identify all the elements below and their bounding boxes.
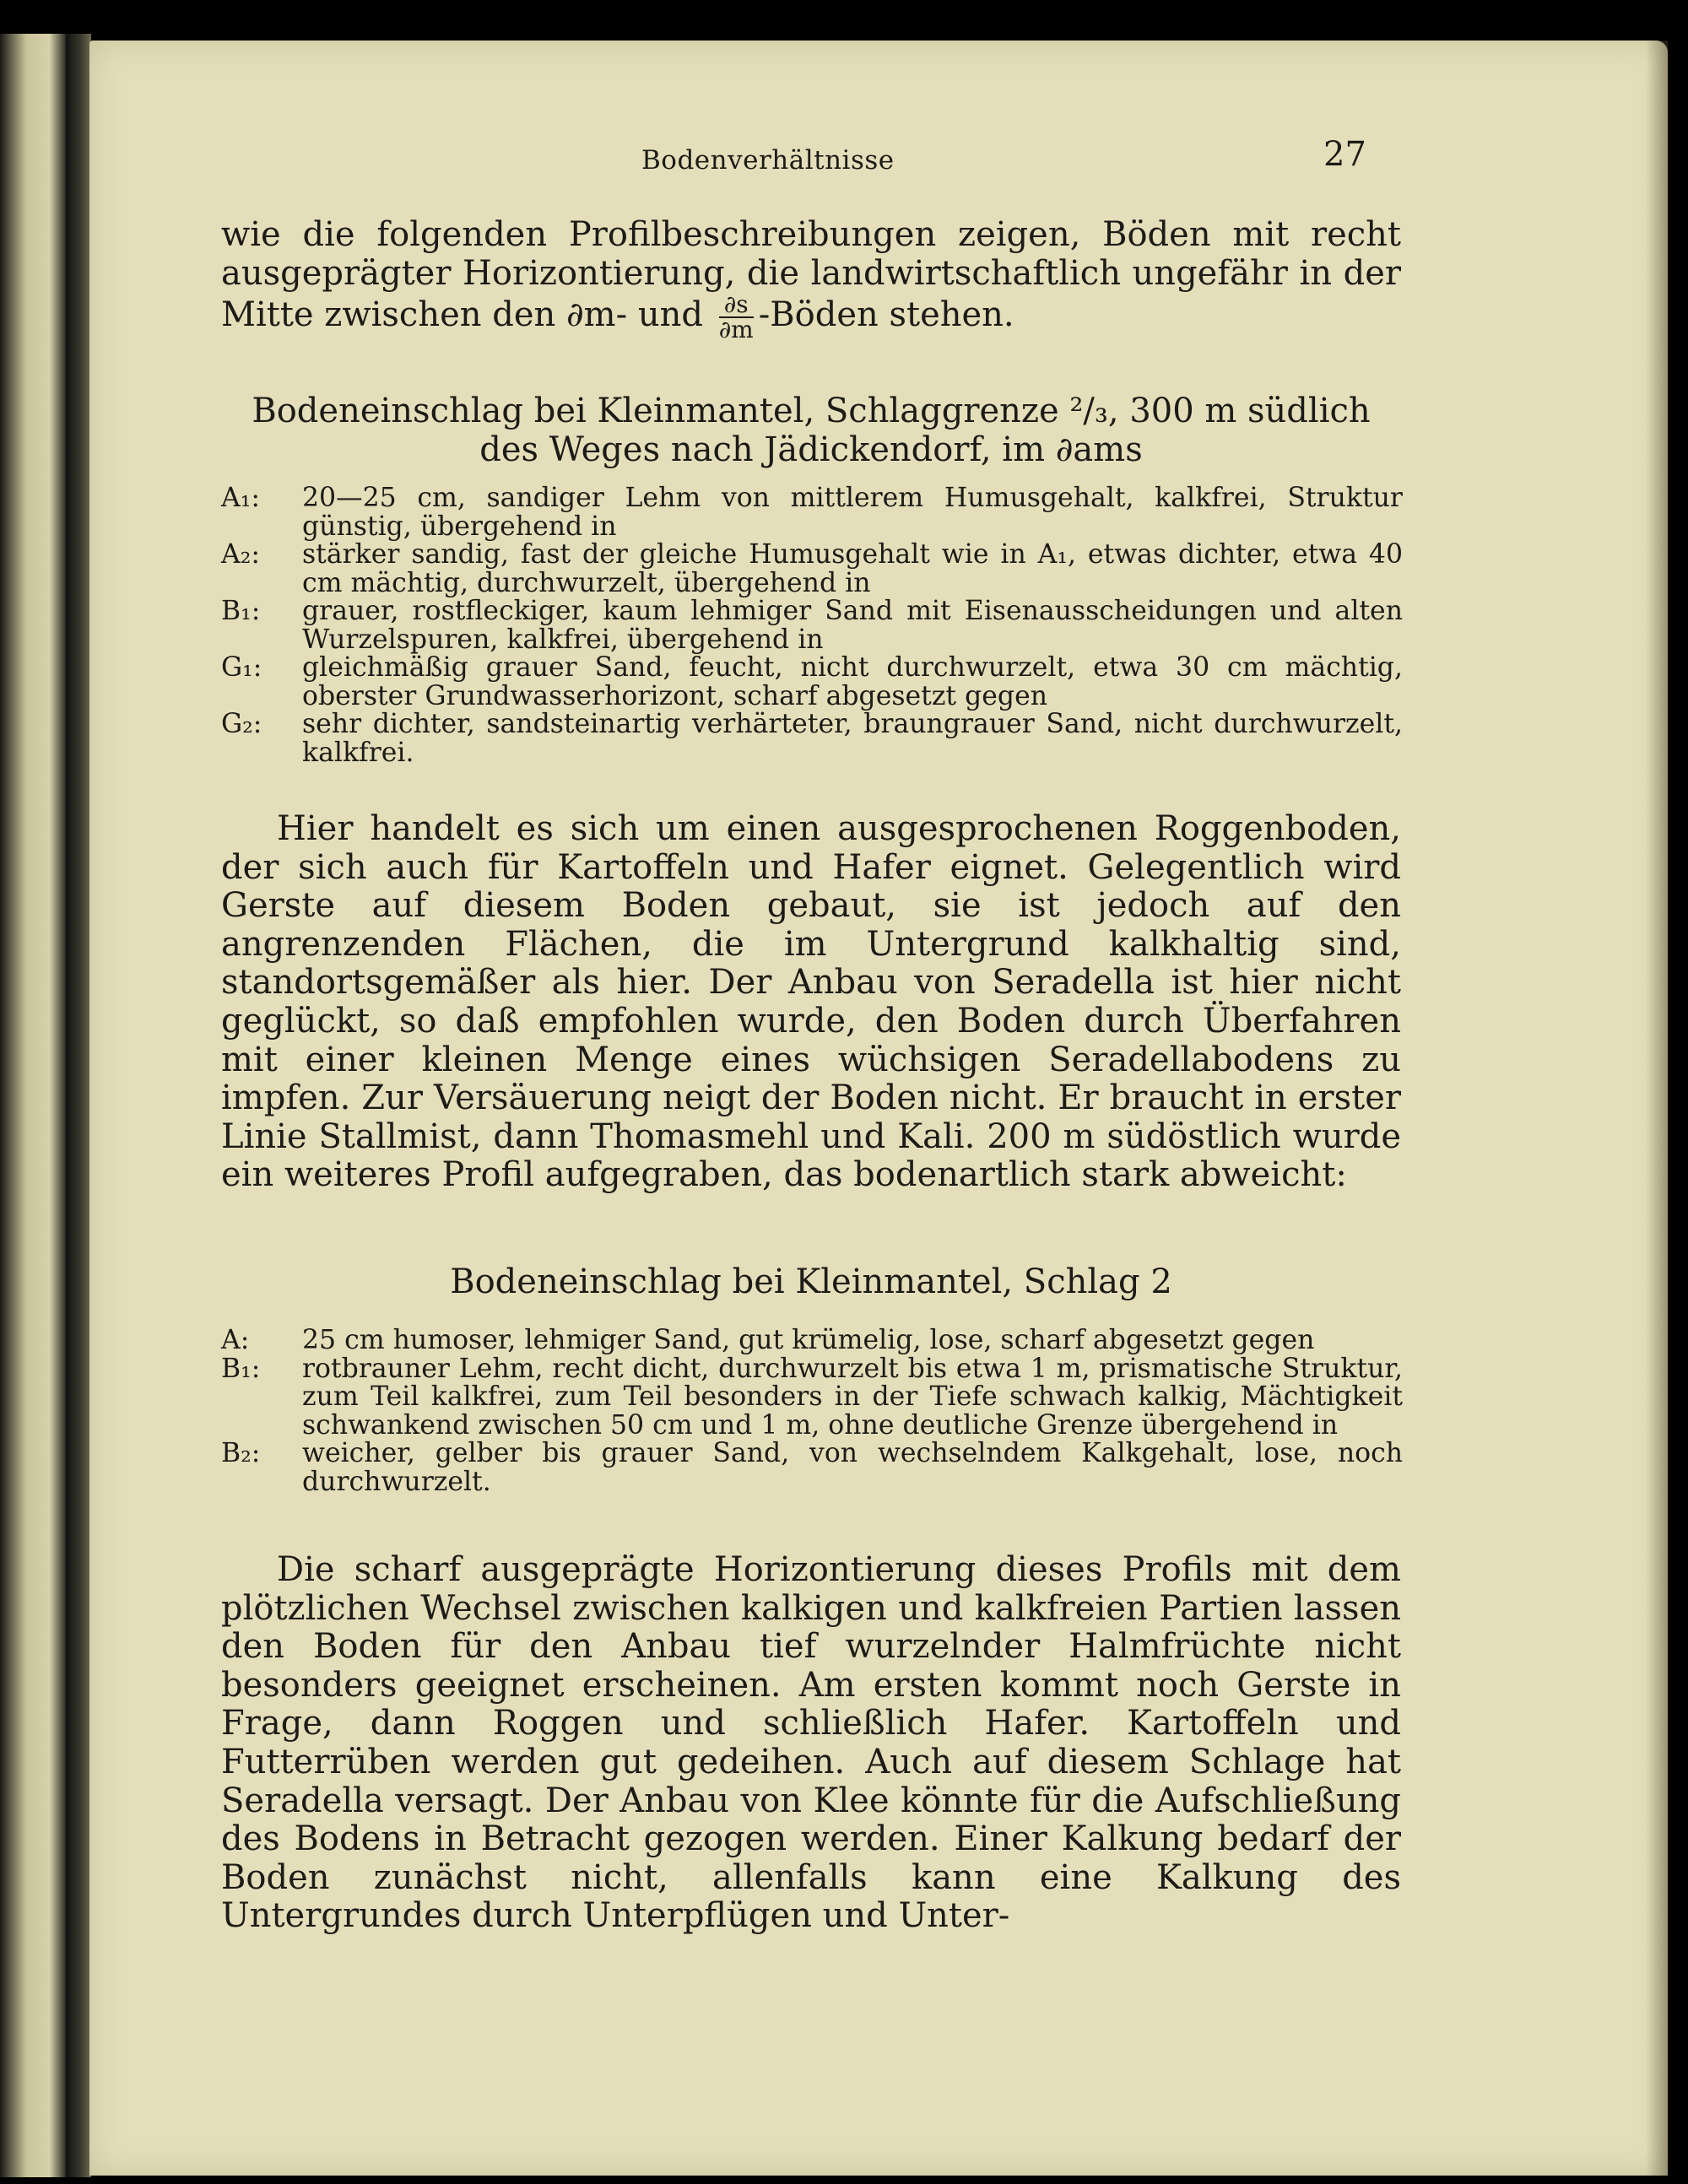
ds-dm-fraction xyxy=(718,290,754,344)
book-page xyxy=(89,41,1668,2176)
horizon-row xyxy=(221,1440,1403,1496)
horizon-label: B₂: xyxy=(221,1438,261,1468)
running-head: Bodenverhältnisse xyxy=(641,145,895,176)
page-edge-shadow xyxy=(1646,41,1668,2176)
horizon-text: stärker sandig, fast der gleiche Humusgehalt wie in A₁, etwas dichter, etwa 40 cm mächtig, durchwurzelt, übergehend in xyxy=(302,539,1403,598)
section2-horizon-list xyxy=(221,1327,1403,1496)
section1-title-line1: Bodeneinschlag bei Kleinmantel, Schlaggrenze ²/₃, 300 m südlich xyxy=(252,392,1371,430)
horizon-label: B₁: xyxy=(221,596,261,626)
fraction-numerator: ∂s xyxy=(719,293,754,318)
horizon-text: 25 cm humoser, lehmiger Sand, gut krümelig, lose, scharf abgesetzt gegen xyxy=(302,1325,1315,1355)
horizon-row xyxy=(221,654,1403,711)
intro-line2-end: -Böden stehen. xyxy=(758,295,1014,335)
horizon-row xyxy=(221,1327,1403,1355)
fraction-denominator: ∂m xyxy=(718,316,754,344)
horizon-label: A: xyxy=(221,1325,250,1355)
horizon-label: A₂: xyxy=(221,539,260,570)
left-page-edge xyxy=(0,34,66,2177)
horizon-text: weicher, gelber bis grauer Sand, von wechselndem Kalkgehalt, lose, noch durchwurzelt. xyxy=(302,1438,1403,1497)
horizon-text: grauer, rostfleckiger, kaum lehmiger Sand mit Eisenausscheidungen und alten Wurzelspuren, kalkfrei, übergehend in xyxy=(302,596,1403,655)
horizon-text: 20—25 cm, sandiger Lehm von mittlerem Humusgehalt, kalkfrei, Struktur günstig, übergehend in xyxy=(302,483,1403,542)
section2-title: Bodeneinschlag bei Kleinmantel, Schlag 2 xyxy=(450,1262,1172,1301)
horizon-text: rotbrauner Lehm, recht dicht, durchwurzelt bis etwa 1 m, prismatische Struktur, zum Teil kalkfrei, zum Teil besonders in der Tiefe schwach kalkig, Mächtigkeit schwankend zwischen 50 cm und 1 m, ohne deutliche Grenze übergehend in xyxy=(302,1353,1403,1441)
horizon-label: A₁: xyxy=(221,483,260,513)
horizon-row xyxy=(221,541,1403,597)
horizon-row xyxy=(221,711,1403,767)
horizon-row xyxy=(221,1355,1403,1441)
horizon-label: G₂: xyxy=(221,709,262,739)
horizon-label: G₁: xyxy=(221,652,262,683)
book-gutter xyxy=(66,34,91,2177)
section1-title-line2: des Weges nach Jädickendorf, im ∂ams xyxy=(479,430,1143,469)
paragraph-1: Hier handelt es sich um einen ausgesprochenen Roggenboden, der sich auch für Kartoffeln und Hafer eignet. Gelegentlich wird Gerste auf diesem Boden gebaut, sie ist jedoch auf den angrenzenden Flächen, die im Untergrund kalkhaltig sind, standortsgemäßer als hier. Der Anbau von Seradella ist hier nicht geglückt, so daß empfohlen wurde, den Boden durch Überfahren mit einer kleinen Menge eines wüchsigen Seradellabodens zu impfen. Zur Versäuerung neigt der Boden nicht. Er braucht in erster Linie Stallmist, dann Thomasmehl und Kali. 200 m südöstlich wurde ein weiteres Profil aufgegraben, das bodenartlich stark abweicht: xyxy=(221,809,1401,1195)
intro-paragraph xyxy=(221,216,1401,342)
horizon-label: B₁: xyxy=(221,1353,261,1384)
paragraph-2: Die scharf ausgeprägte Horizontierung dieses Profils mit dem plötzlichen Wechsel zwischen kalkigen und kalkfreien Partien lassen den Boden für den Anbau tief wurzelnder Halmfrüchte nicht besonders geeignet erscheinen. Am ersten kommt noch Gerste in Frage, dann Roggen und schließlich Hafer. Kartoffeln und Futterrüben werden gut gedeihen. Auch auf diesem Schlage hat Seradella versagt. Der Anbau von Klee könnte für die Aufschließung des Bodens in Betracht gezogen werden. Einer Kalkung bedarf der Boden zunächst nicht, allenfalls kann eine Kalkung des Untergrundes durch Unterpflügen und Unter- xyxy=(221,1550,1401,1936)
horizon-text: gleichmäßig grauer Sand, feucht, nicht durchwurzelt, etwa 30 cm mächtig, oberster Grundwasserhorizont, scharf abgesetzt gegen xyxy=(302,652,1403,711)
horizon-text: sehr dichter, sandsteinartig verhärteter, braungrauer Sand, nicht durchwurzelt, kalkfrei. xyxy=(302,709,1403,768)
horizon-row xyxy=(221,597,1403,654)
page-number: 27 xyxy=(1323,135,1366,174)
intro-line1: wie die folgenden Profilbeschreibungen zeigen, Böden mit recht ausgeprägter Horizontierung, die landwirtschaftlich ungefähr in xyxy=(221,215,1401,293)
section1-title xyxy=(221,392,1401,469)
section1-horizon-list xyxy=(221,484,1403,767)
intro-line2-start: der Mitte zwischen den ∂m- und xyxy=(221,253,1401,335)
horizon-row xyxy=(221,484,1403,541)
